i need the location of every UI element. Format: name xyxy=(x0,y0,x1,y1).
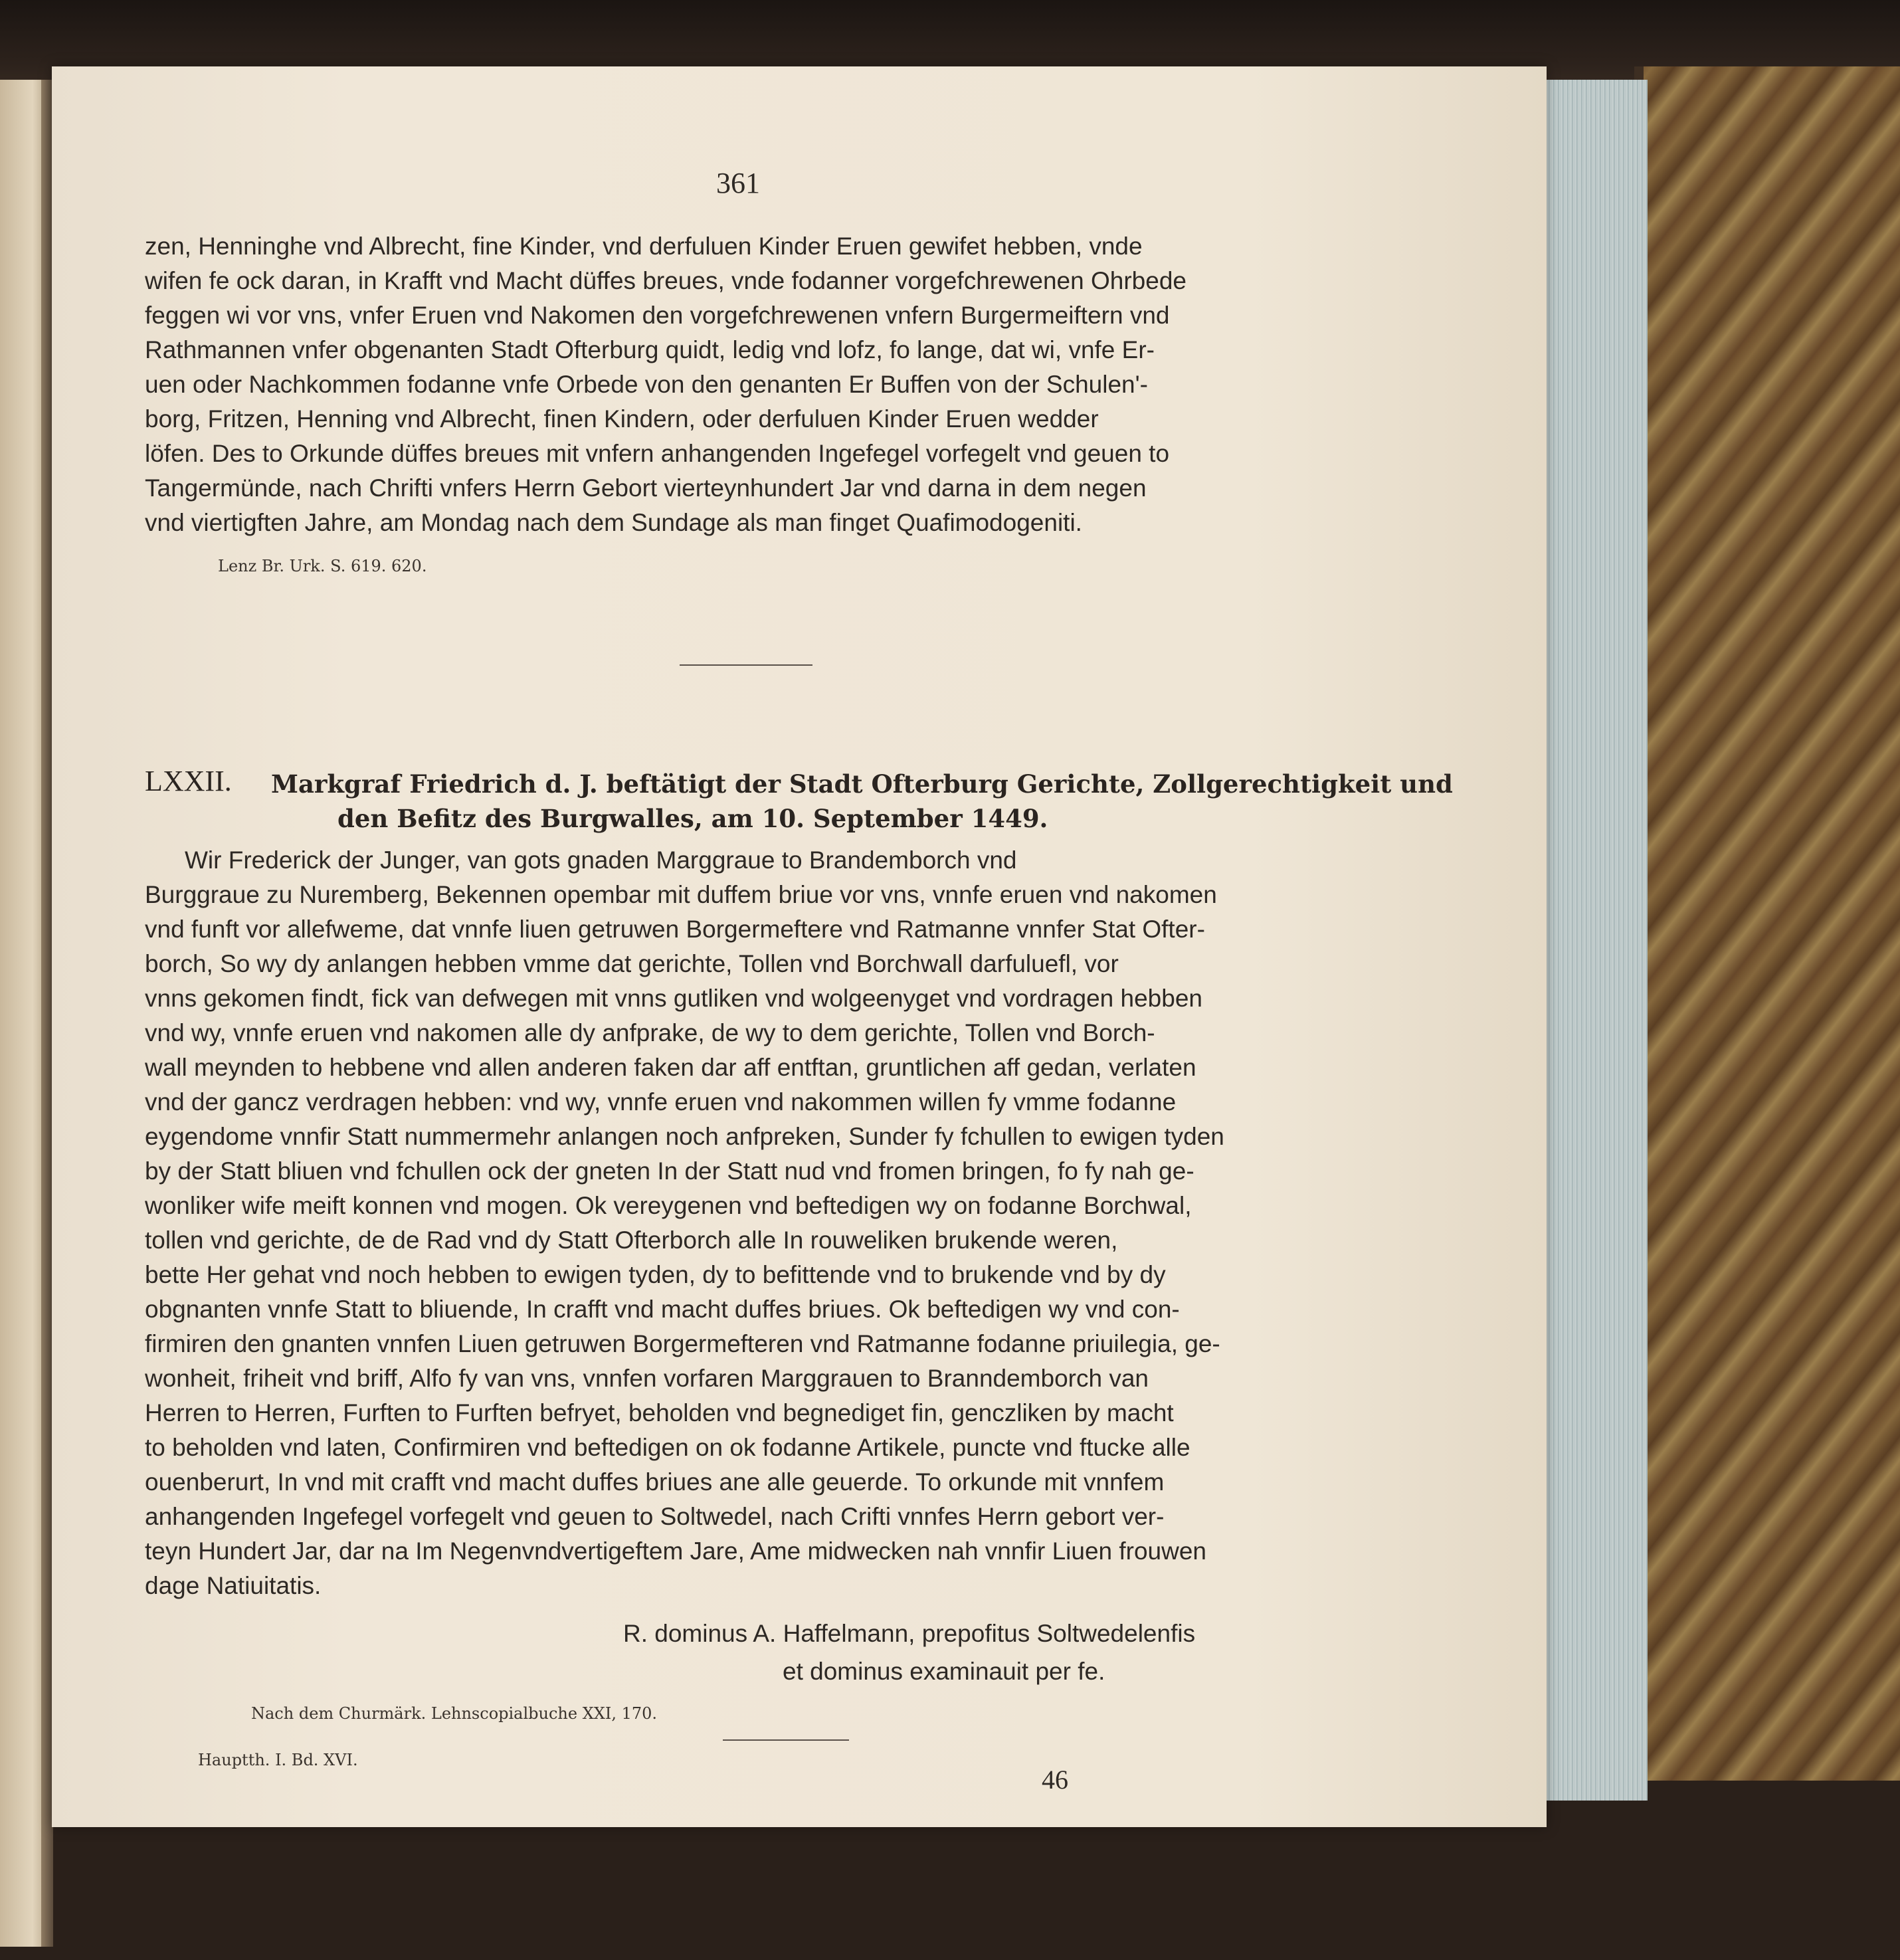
attestation-line: R. dominus A. Haffelmann, prepofitus Soltwedelenfis xyxy=(623,1620,1196,1647)
text-line: obgnanten vnnfe Statt to bliuende, In crafft vnd macht duffes briues. Ok beftedigen wy vnd con- xyxy=(145,1296,1180,1323)
text-line: firmiren den gnanten vnnfen Liuen getruwen Borgermefteren vnd Ratmanne fodanne priuilegia, ge- xyxy=(145,1330,1220,1357)
text-line: eygendome vnnfir Statt nummermehr anlangen noch anfpreken, Sunder fy fchullen to ewigen tyden xyxy=(145,1123,1224,1150)
text-line: vnd viertigften Jahre, am Mondag nach dem Sundage als man finget Quafimodogeniti. xyxy=(145,509,1082,536)
text-line: feggen wi vor vns, vnfer Eruen vnd Nakomen den vorgefchrewenen vnfern Burgermeiftern vnd xyxy=(145,302,1170,329)
document-heading-line: Markgraf Friedrich d. J. beftätigt der Stadt Ofterburg Gerichte, Zollgerechtigkeit und xyxy=(271,769,1453,799)
text-line: vnd wy, vnnfe eruen vnd nakomen alle dy anfprake, de wy to dem gerichte, Tollen vnd Borch- xyxy=(145,1019,1155,1046)
text-line: wifen fe ock daran, in Krafft vnd Macht düffes breues, vnde fodanner vorgefchrewenen Ohrbede xyxy=(145,267,1187,294)
text-line: Tangermünde, nach Chrifti vnfers Herrn Gebort vierteynhundert Jar vnd darna in dem negen xyxy=(145,474,1147,502)
text-line: ouenberurt, In vnd mit crafft vnd macht duffes briues ane alle geuerde. To orkunde mit vnnfem xyxy=(145,1468,1165,1496)
text-line: by der Statt bliuen vnd fchullen ock der gneten In der Statt nud vnd fromen bringen, fo fy nah ge- xyxy=(145,1157,1194,1185)
text-line: vnd funft vor allefweme, dat vnnfe liuen getruwen Borgermeftere vnd Ratmanne vnnfer Stat Ofter- xyxy=(145,916,1205,943)
page-edges xyxy=(1541,80,1648,1801)
signature-mark: Hauptth. I. Bd. XVI. xyxy=(198,1751,358,1769)
text-line: Rathmannen vnfer obgenanten Stadt Ofterburg quidt, ledig vnd lofz, fo lange, dat wi, vnfe Er- xyxy=(145,336,1155,363)
text-line: löfen. Des to Orkunde düffes breues mit vnfern anhangenden Ingefegel vorfegelt vnd geuen to xyxy=(145,440,1170,467)
text-line: borch, So wy dy anlangen hebben vmme dat gerichte, Tollen vnd Borchwall darfuluefl, vor xyxy=(145,950,1119,977)
text-line: wonliker wife meift konnen vnd mogen. Ok vereygenen vnd beftedigen wy on fodanne Borchwal, xyxy=(145,1192,1192,1219)
source-citation: Nach dem Churmärk. Lehnscopialbuche XXI, 170. xyxy=(251,1704,658,1723)
text-line: teyn Hundert Jar, dar na Im Negenvndvertigeftem Jare, Ame midwecken nah vnnfir Liuen frouwen xyxy=(145,1537,1207,1565)
text-line: zen, Henninghe vnd Albrecht, fine Kinder, vnd derfuluen Kinder Eruen gewifet hebben, vnde xyxy=(145,233,1143,260)
text-line: vnns gekomen findt, fick van defwegen mit vnns gutliken vnd wolgeenyget vnd vordragen hebben xyxy=(145,985,1202,1012)
page-number: 361 xyxy=(716,167,760,199)
source-citation: Lenz Br. Urk. S. 619. 620. xyxy=(218,557,427,575)
text-line: wall meynden to hebbene vnd allen anderen faken dar aff entftan, gruntlichen aff gedan, verlaten xyxy=(145,1054,1196,1081)
text-line: uen oder Nachkommen fodanne vnfe Orbede von den genanten Er Buffen von der Schulen'- xyxy=(145,371,1149,398)
text-line: wonheit, friheit vnd briff, Alfo fy van vns, vnnfen vorfaren Marggrauen to Branndemborch van xyxy=(145,1365,1149,1392)
text-line: borg, Fritzen, Henning vnd Albrecht, finen Kindern, oder derfuluen Kinder Eruen wedder xyxy=(145,405,1099,433)
text-line: to beholden vnd laten, Confirmiren vnd beftedigen on ok fodanne Artikele, puncte vnd ftucke alle xyxy=(145,1434,1190,1461)
text-line: Herren to Herren, Furften to Furften befryet, beholden vnd begnediget fin, genczliken by macht xyxy=(145,1399,1174,1426)
sheet-number: 46 xyxy=(1042,1765,1068,1795)
text-line: dage Natiuitatis. xyxy=(145,1572,322,1599)
text-line: Wir Frederick der Junger, van gots gnaden Marggraue to Brandemborch vnd xyxy=(185,846,1017,874)
text-line: bette Her gehat vnd noch hebben to ewigen tyden, dy to befittende vnd to brukende vnd by dy xyxy=(145,1261,1166,1288)
document-numeral: LXXII. xyxy=(145,765,232,797)
footer-rule xyxy=(723,1739,849,1741)
text-line: Burggraue zu Nuremberg, Bekennen opembar mit duffem briue vor vns, vnnfe eruen vnd nakomen xyxy=(145,881,1217,908)
text-line: vnd der gancz verdragen hebben: vnd wy, vnnfe eruen vnd nakommen willen fy vmme fodanne xyxy=(145,1088,1177,1116)
book-page xyxy=(52,66,1547,1827)
section-divider xyxy=(680,664,812,666)
document-heading-line: den Befitz des Burgwalles, am 10. September 1449. xyxy=(337,804,1048,833)
marbled-endpaper xyxy=(1634,66,1900,1781)
text-line: tollen vnd gerichte, de de Rad vnd dy Statt Ofterborch alle In rouweliken brukende weren, xyxy=(145,1226,1118,1254)
text-line: anhangenden Ingefegel vorfegelt vnd geuen to Soltwedel, nach Crifti vnnfes Herrn gebort ver- xyxy=(145,1503,1165,1530)
facing-page-edge xyxy=(0,80,47,1947)
attestation-line: et dominus examinauit per fe. xyxy=(783,1658,1105,1685)
